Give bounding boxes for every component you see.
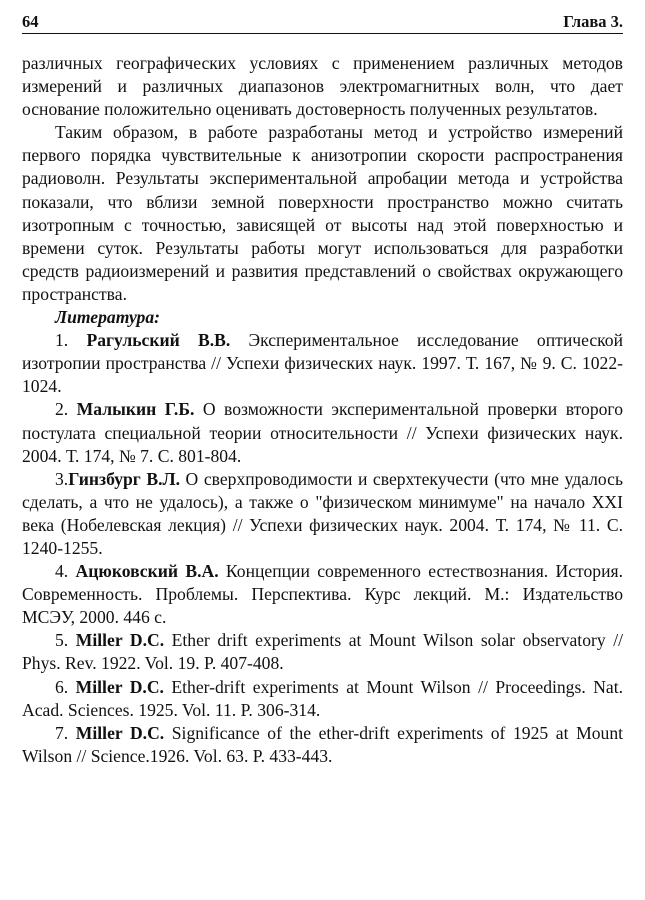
reference-text: Ether-drift experiments at Mount Wilson // Proceedings. Nat. Acad. Sciences. 1925. Vol. 11. P. 306-314.: [22, 676, 623, 720]
page-number: 64: [22, 12, 39, 31]
chapter-title: Глава 3.: [563, 12, 623, 31]
reference-text: Экспериментальное исследование оптической изотропии пространства // Успехи физических наук. 1997. Т. 167, № 9. С. 1022-1024.: [22, 330, 624, 397]
reference-item: [22, 329, 623, 398]
reference-author: Miller D.C.: [75, 722, 165, 743]
reference-number: 6.: [55, 676, 76, 697]
body-text: [22, 52, 623, 768]
reference-number: 2.: [55, 399, 77, 420]
reference-number: 4.: [55, 561, 76, 582]
reference-text: Концепции современного естествознания. История. Современность. Проблемы. Перспектива. Курс лекций. М.: Издательство МСЭУ, 2000. 446 с.: [22, 561, 623, 628]
reference-author: Miller D.C.: [75, 676, 164, 697]
page: [22, 8, 623, 768]
reference-text: О возможности экспериментальной проверки второго постулата специальной теории относительности // Успехи физических наук. 2004. Т. 174, № 7. С. 801-804.: [22, 399, 623, 466]
reference-text: Significance of the ether-drift experiments of 1925 at Mount Wilson // Science.1926. Vol. 63. P. 433-443.: [22, 722, 623, 766]
reference-number: 3.: [55, 468, 69, 489]
paragraph: Таким образом, в работе разработаны метод и устройство измерений первого порядка чувствительные к анизотропии скорости распространения радиоволн. Результаты экспериментальной апробации метода и устройства показали, что вблизи земной поверхности пространство можно считать изотропным с точностью, зависящей от высоты над этой поверхностью и времени суток. Результаты работы могут использоваться для разработки средств радиоизмерений и развития представлений о свойствах окружающего пространства.: [22, 122, 623, 304]
reference-author: Ацюковский В.А.: [75, 561, 219, 582]
paragraph: различных географических условиях с применением различных методов измерений и различных диапазонов электромагнитных волн, что дает основание положительно оценивать достоверность полученных результатов.: [22, 53, 623, 120]
reference-item: [22, 468, 623, 560]
reference-item: [22, 398, 623, 467]
reference-number: 7.: [55, 722, 76, 743]
reference-number: 1.: [55, 330, 87, 351]
reference-text: Ether drift experiments at Mount Wilson solar observatory // Phys. Rev. 1922. Vol. 19. P. 407-408.: [22, 630, 623, 674]
reference-number: 5.: [55, 630, 76, 651]
reference-item: [22, 676, 623, 722]
reference-author: Рагульский В.В.: [86, 330, 231, 351]
page-header: [22, 8, 623, 34]
literature-heading: Литература:: [55, 307, 160, 328]
reference-text: О сверхпроводимости и сверхтекучести (что мне удалось сделать, а что не удалось), а также о "физическом минимуме" на начало XXI века (Нобелевская лекция) // Успехи физических наук. 2004. Т. 174, № 11. С. 1240-1255.: [22, 468, 623, 558]
reference-item: [22, 722, 623, 768]
reference-author: Малыкин Г.Б.: [76, 399, 195, 420]
reference-author: Гинзбург В.Л.: [68, 468, 180, 489]
reference-item: [22, 560, 623, 629]
reference-author: Miller D.C.: [75, 630, 165, 651]
reference-item: [22, 629, 623, 675]
